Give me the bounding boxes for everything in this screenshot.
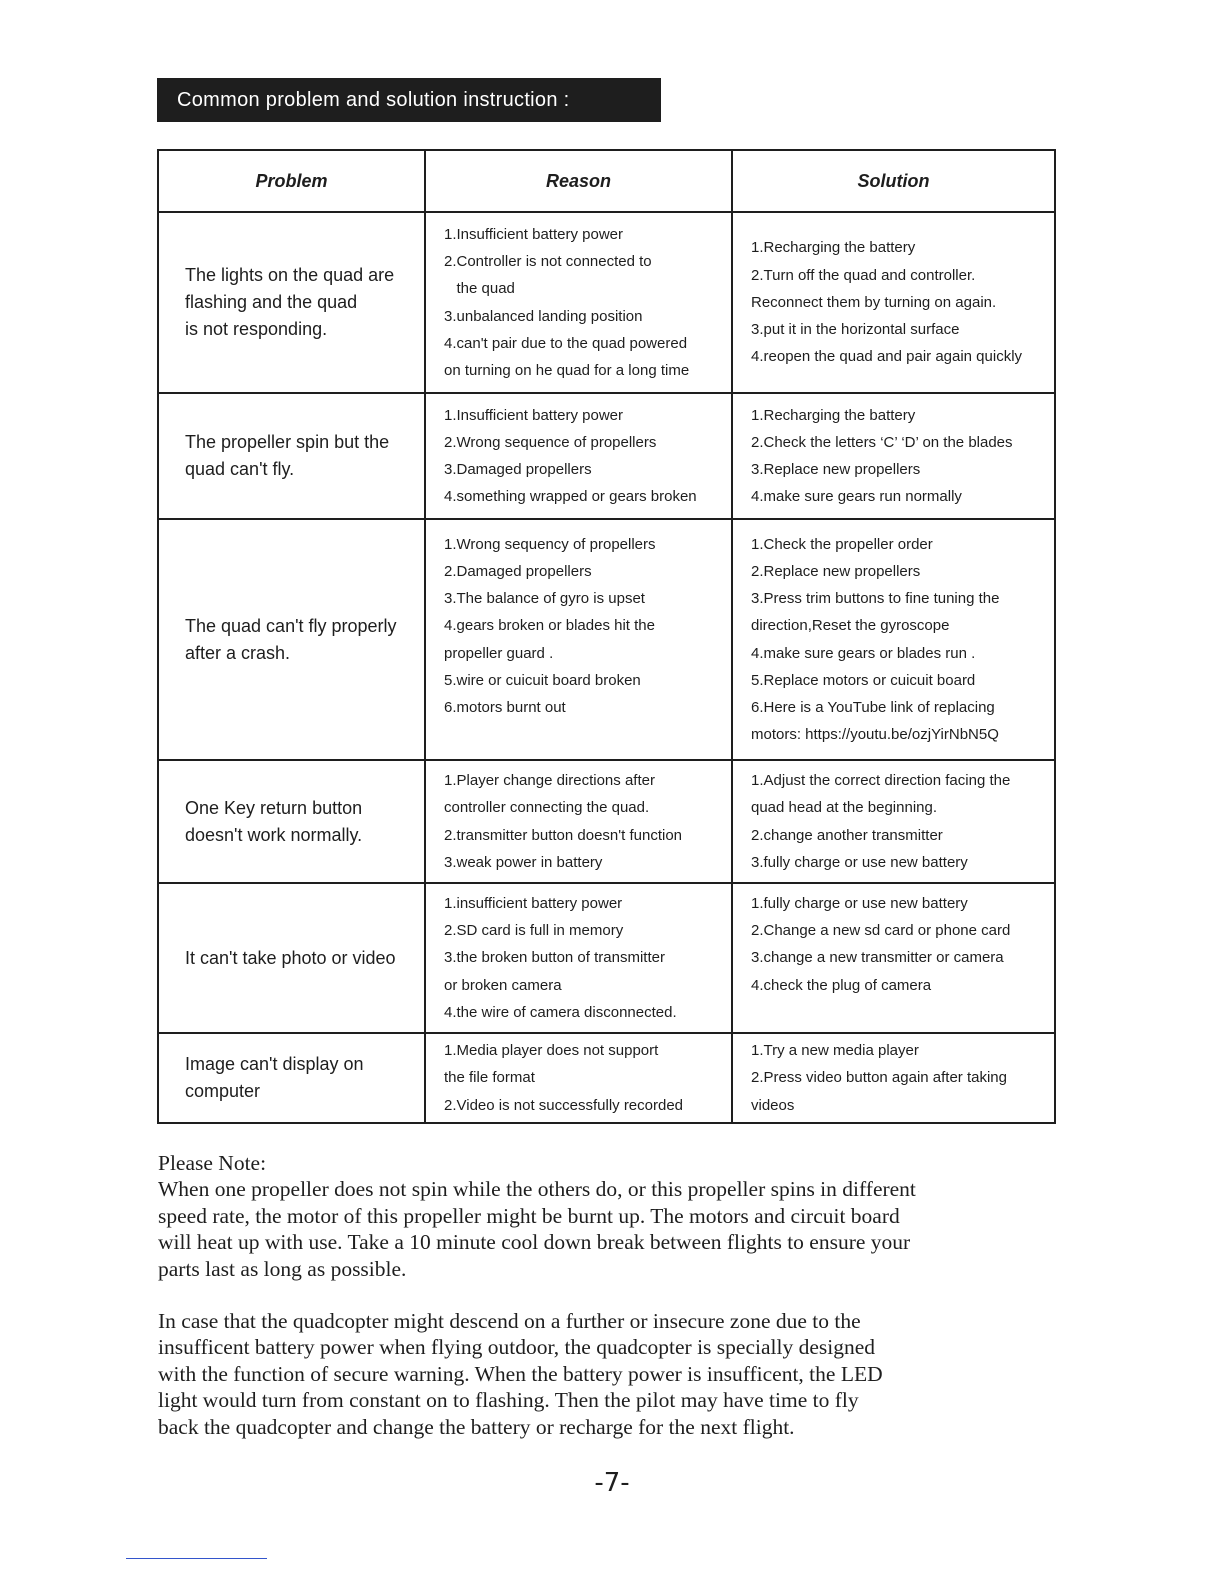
problem-cell: Image can't display on computer xyxy=(158,1033,425,1123)
solution-line: 4.check the plug of camera xyxy=(751,976,932,994)
solution-cell xyxy=(732,883,1055,1033)
reason-line: controller connecting the quad. xyxy=(444,799,650,817)
problem-cell: The lights on the quad are flashing and the quad is not responding. xyxy=(158,212,425,393)
reason-line: the file format xyxy=(444,1069,535,1087)
reason-line: 5.wire or cuicuit board broken xyxy=(444,671,641,689)
note-paragraph-2 xyxy=(158,1308,1058,1440)
section-title xyxy=(157,78,661,122)
section-title-text: Common problem and solution instruction : xyxy=(177,88,570,111)
footer-divider xyxy=(126,1558,267,1559)
solution-line: quad head at the beginning. xyxy=(751,799,937,817)
solution-line: 1.Recharging the battery xyxy=(751,406,916,424)
problem-cell: The quad can't fly properly after a crash. xyxy=(158,519,425,760)
solution-line: 2.Turn off the quad and controller. xyxy=(751,266,976,284)
note-line: back the quadcopter and change the battery or recharge for the next flight. xyxy=(158,1414,795,1439)
solution-line: 2.change another transmitter xyxy=(751,826,943,844)
solution-line: motors: https://youtu.be/ozjYirNbN5Q xyxy=(751,726,999,744)
reason-cell xyxy=(425,212,732,393)
table-row xyxy=(158,883,1055,1033)
problem-cell: The propeller spin but the quad can't fly. xyxy=(158,393,425,519)
reason-line: 1.Insufficient battery power xyxy=(444,406,623,424)
solution-line: 6.Here is a YouTube link of replacing xyxy=(751,698,995,716)
reason-line: 2.transmitter button doesn't function xyxy=(444,826,683,844)
column-header-solution: Solution xyxy=(732,150,1055,212)
reason-line: on turning on he quad for a long time xyxy=(444,361,690,379)
column-header-reason: Reason xyxy=(425,150,732,212)
reason-line: 3.the broken button of transmitter xyxy=(444,949,665,967)
solution-line xyxy=(751,999,1048,1026)
note-line: light would turn from constant on to flashing. Then the pilot may have time to fly xyxy=(158,1388,859,1413)
table-row xyxy=(158,519,1055,760)
note-paragraph-1 xyxy=(158,1176,1058,1282)
solution-line: 1.Recharging the battery xyxy=(751,239,916,257)
reason-line: 2.SD card is full in memory xyxy=(444,922,624,940)
reason-line: propeller guard . xyxy=(444,644,554,662)
reason-line: 3.weak power in battery xyxy=(444,853,603,871)
reason-line: or broken camera xyxy=(444,976,562,994)
solution-line: 2.Press video button again after taking xyxy=(751,1069,1007,1087)
reason-cell xyxy=(425,393,732,519)
notes-heading: Please Note: xyxy=(158,1151,267,1175)
solution-line: 5.Replace motors or cuicuit board xyxy=(751,671,976,689)
note-line: insufficent battery power when flying outdoor, the quadcopter is specially designed xyxy=(158,1335,876,1360)
reason-line: 1.Insufficient battery power xyxy=(444,225,623,243)
notes-section xyxy=(158,1150,1058,1440)
reason-line: the quad xyxy=(444,280,515,298)
column-header-problem: Problem xyxy=(158,150,425,212)
reason-line: 1.Media player does not support xyxy=(444,1042,659,1060)
solution-line: 1.Try a new media player xyxy=(751,1042,919,1060)
note-line: In case that the quadcopter might descend on a further or insecure zone due to the xyxy=(158,1309,861,1334)
table-row xyxy=(158,212,1055,393)
reason-line: 2.Video is not successfully recorded xyxy=(444,1096,684,1114)
reason-line: 4.something wrapped or gears broken xyxy=(444,488,697,506)
reason-line: 2.Wrong sequence of propellers xyxy=(444,433,657,451)
solution-line: 4.make sure gears or blades run . xyxy=(751,644,976,662)
problem-cell: One Key return button doesn't work normally. xyxy=(158,760,425,883)
reason-line: 6.motors burnt out xyxy=(444,698,566,716)
table-body xyxy=(158,212,1055,1123)
solution-cell xyxy=(732,760,1055,883)
reason-line: 1.insufficient battery power xyxy=(444,894,623,912)
table-row xyxy=(158,393,1055,519)
solution-line: 1.Adjust the correct direction facing the xyxy=(751,772,1011,790)
reason-line: 2.Damaged propellers xyxy=(444,562,592,580)
solution-line: 1.fully charge or use new battery xyxy=(751,894,968,912)
solution-line: 4.reopen the quad and pair again quickly xyxy=(751,348,1023,366)
note-line: parts last as long as possible. xyxy=(158,1256,407,1281)
reason-cell xyxy=(425,883,732,1033)
solution-cell xyxy=(732,393,1055,519)
solution-line: videos xyxy=(751,1096,795,1114)
problem-cell: It can't take photo or video xyxy=(158,883,425,1033)
solution-cell xyxy=(732,212,1055,393)
reason-line: 4.can't pair due to the quad powered xyxy=(444,334,688,352)
table-row xyxy=(158,1033,1055,1123)
reason-line: 3.Damaged propellers xyxy=(444,461,592,478)
solution-line: Reconnect them by turning on again. xyxy=(751,293,997,311)
table-header-row xyxy=(158,150,1055,212)
solution-line: 2.Change a new sd card or phone card xyxy=(751,922,1011,940)
solution-line: 1.Check the propeller order xyxy=(751,535,933,553)
troubleshooting-table xyxy=(157,149,1056,1124)
reason-cell xyxy=(425,519,732,760)
note-line: speed rate, the motor of this propeller might be burnt up. The motors and circuit board xyxy=(158,1203,900,1228)
solution-cell xyxy=(732,519,1055,760)
note-line: When one propeller does not spin while the others do, or this propeller spins in different xyxy=(158,1177,916,1202)
solution-line: 3.Replace new propellers xyxy=(751,461,921,478)
reason-cell xyxy=(425,760,732,883)
table-row xyxy=(158,760,1055,883)
page-number: -7- xyxy=(594,1468,630,1498)
solution-line: 2.Check the letters ‘C’ ‘D’ on the blades xyxy=(751,433,1013,451)
reason-line: 4.gears broken or blades hit the xyxy=(444,617,655,635)
reason-line xyxy=(444,721,725,748)
reason-line: 4.the wire of camera disconnected. xyxy=(444,1003,677,1021)
reason-line: 2.Controller is not connected to xyxy=(444,253,652,271)
reason-line: 1.Wrong sequency of propellers xyxy=(444,535,656,553)
solution-line: 3.put it in the horizontal surface xyxy=(751,321,960,339)
solution-line: 4.make sure gears run normally xyxy=(751,488,962,506)
solution-line: 2.Replace new propellers xyxy=(751,562,921,580)
reason-cell xyxy=(425,1033,732,1123)
solution-line: 3.fully charge or use new battery xyxy=(751,853,968,871)
solution-line: 3.change a new transmitter or camera xyxy=(751,949,1004,967)
note-line: with the function of secure warning. When the battery power is insufficent, the LED xyxy=(158,1361,883,1386)
solution-cell xyxy=(732,1033,1055,1123)
solution-line: direction,Reset the gyroscope xyxy=(751,617,950,635)
reason-line: 3.The balance of gyro is upset xyxy=(444,590,645,608)
solution-line: 3.Press trim buttons to fine tuning the xyxy=(751,590,1000,608)
reason-line: 3.unbalanced landing position xyxy=(444,307,643,325)
reason-line: 1.Player change directions after xyxy=(444,772,655,790)
note-line: will heat up with use. Take a 10 minute cool down break between flights to ensure your xyxy=(158,1230,911,1255)
